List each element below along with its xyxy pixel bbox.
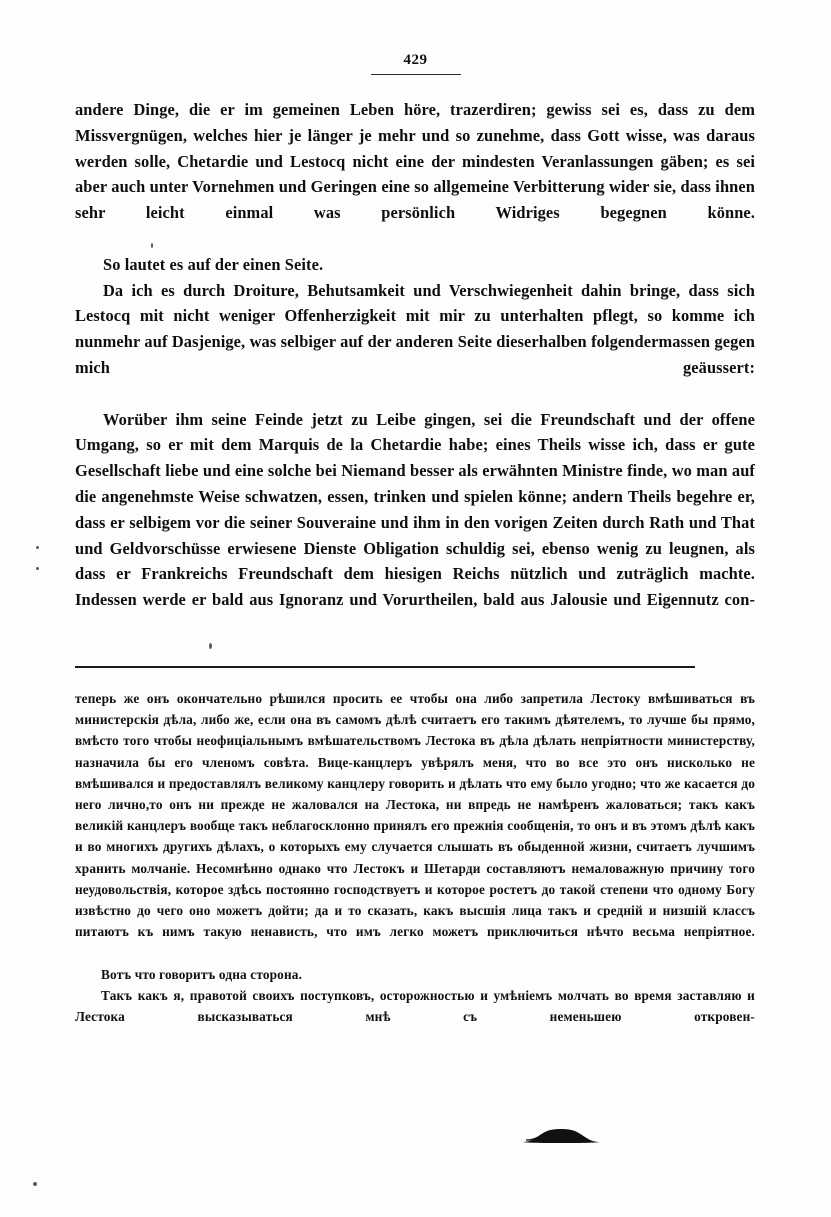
german-text-block xyxy=(75,97,755,639)
paragraph-russian-3: Такъ какъ я, правотой своихъ поступковъ, осторожностью и умѣніемъ молчать во время заставляю и Лестока высказываться мнѣ съ неменьшею откровен- xyxy=(75,987,755,1025)
page-number-rule xyxy=(371,74,461,75)
paragraph-german-3: Da ich es durch Droiture, Behutsamkeit und Verschwiegenheit dahin bringe, dass sich Lestocq mit nicht weniger Offenherzigkeit mit mir zu unterhalten pflegt, so komme ich nunmehr auf Dasjenige, was selbiger auf der anderen Seite dieserhalben folgendermassen gegen mich geäussert: xyxy=(75,280,755,377)
paragraph-german-4: Worüber ihm seine Feinde jetzt zu Leibe gingen, sei die Freundschaft und der offene Umgang, so er mit dem Marquis de la Chetardie habe; eines Theils wisse ich, dass er gute Gesellschaft liebe und eine solche bei Niemand besser als erwähnten Ministre finde, wo man auf die angenehmste Weise schwatzen, essen, trinken und spielen könne; andern Theils begehre er, dass er selbigem vor die seiner Souveraine und ihm in den vorigen Zeiten durch Rath und That und Geldvorschüsse erwiesene Dienste Obligation schuldig sei, ebenso wenig zu leugnen, als dass er Frankreichs Freundschaft dem hiesigen Reichs nützlich und zuträglich machte. Indessen werde er bald aus Ignoranz und Vorurtheilen, bald aus Jalousie und Eigennutz con- xyxy=(75,409,755,610)
paragraph-german-1: andere Dinge, die er im gemeinen Leben höre, trazerdiren; gewiss sei es, dass zu dem Missvergnügen, welches hier je länger je mehr und so zunehme, dass Gott wisse, was daraus werden solle, Chetardie und Lestocq nicht eine der mindesten Veranlassungen gäben; es sei aber auch unter Vornehmen und Geringen eine so allgemeine Verbitterung wider sie, dass ihnen sehr leicht einmal was persönlich Widriges begegnen könne. xyxy=(75,100,755,223)
section-divider-rule xyxy=(75,666,695,668)
paragraph-german-2: So lautet es auf der einen Seite. xyxy=(103,254,324,274)
decorative-tailpiece-icon xyxy=(520,1128,602,1144)
page-number: 429 xyxy=(403,52,428,68)
russian-text-block xyxy=(75,688,755,1048)
page-speck xyxy=(33,1182,37,1186)
paragraph-russian-1: теперь же онъ окончательно рѣшился просить ее чтобы она либо запретила Лестоку вмѣшиваться въ министерскія дѣла, либо же, если она въ самомъ дѣлѣ считаетъ его такимъ дѣятелемъ, то лучше бы прямо, вмѣсто того чтобы неофиціальнымъ вмѣшательствомъ Лестока въ дѣла дѣлать непріятности министерству, назначила бы его членомъ совѣта. Вице-канцлеръ увѣрялъ меня, что во все это онъ нисколько не вмѣшивался и предоставлялъ великому канцлеру говорить и дѣлать что ему было угодно; что же касается до него лично,то онъ ни прежде не жаловался на Лестока, ни впредь не намѣренъ жаловаться; такъ какъ великій канцлеръ вообще такъ неблагосклонно принялъ его прежнія сообщенія, то онъ и въ этомъ дѣлѣ какъ и во многихъ другихъ дѣлахъ, о которыхъ ему случается слышать въ обыденной жизни, считаетъ лучшимъ хранить молчаніе. Несомнѣнно однако что Лестокъ и Шетарди составляютъ немаловажную причину того неудовольствія, которое здѣсь постоянно господствуетъ и которое ростетъ до такой степени что одному Богу извѣстно до чего оно можетъ дойти; да и то сказать, какъ высшія лица такъ и средній и низшій классъ питаютъ къ нимъ такую ненависть, что имъ легко можетъ приключиться нѣчто весьма непріятное. xyxy=(75,691,755,940)
paragraph-russian-2: Вотъ что говоритъ одна сторона. xyxy=(101,966,303,982)
page-speck xyxy=(209,643,212,649)
page-speck xyxy=(36,567,39,570)
page-speck xyxy=(36,546,39,549)
page-speck xyxy=(151,243,153,248)
